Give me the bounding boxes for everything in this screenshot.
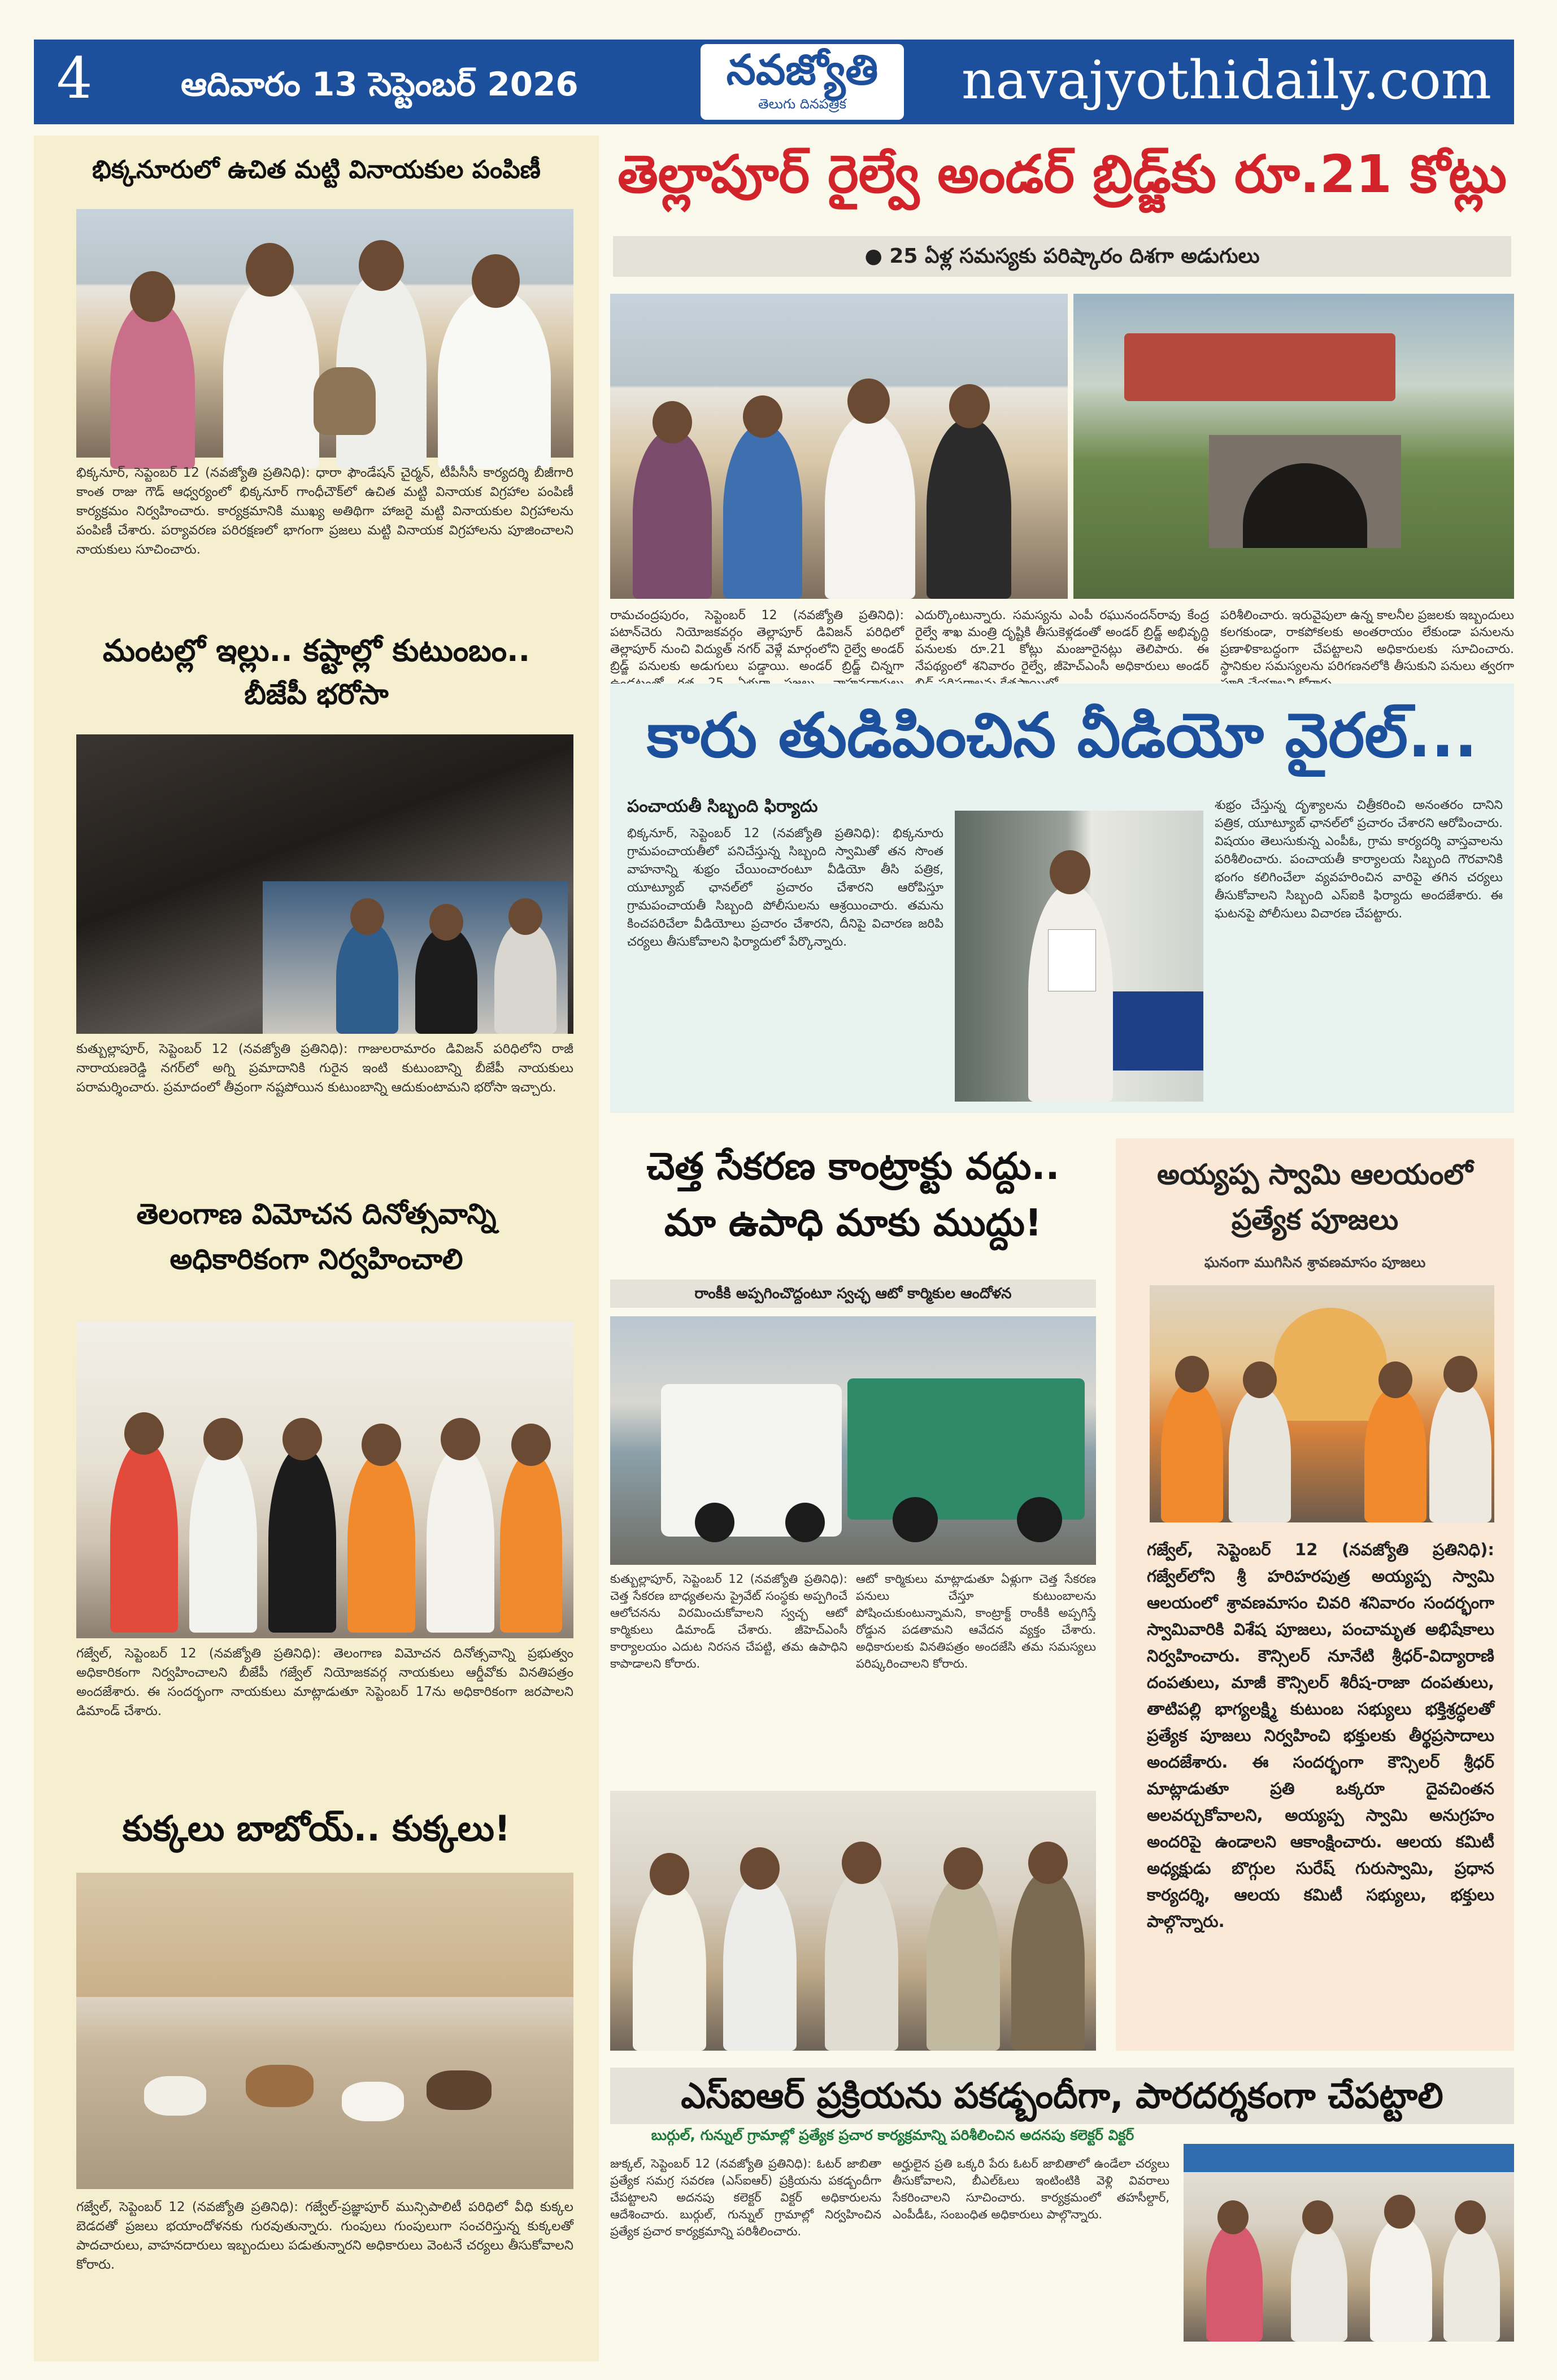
- free-idols-body: భిక్కనూర్, సెప్టెంబర్ 12 (నవజ్యోతి ప్రతినిధి): ధారా ఫౌండేషన్ చైర్మన్, టీపీసీసీ కార్యదర్శి బీజీగారి కాంత రాజు గౌడ్ ఆధ్వర్యంలో భిక్కనూర్ గాంధీచౌక్‌లో ఉచిత మట్టి వినాయక విగ్రహాల పంపిణీ కార్యక్రమం నిర్వహించారు. కార్యక్రమానికి ముఖ్య అతిథిగా హాజరై మట్టి వినాయకుల విగ్రహాలను పంపిణీ చేశారు. పర్యావరణ పరిరక్షణలో భాగంగా ప్రజలు మట్టి వినాయక విగ్రహాలను పూజించాలని నాయకులు సూచించారు.: [76, 465, 573, 557]
- railway-underpass-photo: [1073, 294, 1514, 599]
- liberation-day-body: గజ్వేల్, సెప్టెంబర్ 12 (నవజ్యోతి ప్రతినిధి): తెలంగాణ విమోచన దినోత్సవాన్ని ప్రభుత్వం అధికారికంగా నిర్వహించాలని బీజేపీ గజ్వేల్ నియోజకవర్గ నాయకులు ఆర్డీవోకు వినతిపత్రం అందజేశారు. ఈ సందర్భంగా నాయకులు మాట్లాడుతూ సెప్టెంబర్ 17ను అధికారికంగా జరపాలని డిమాండ్ చేశారు.: [76, 1646, 573, 1718]
- lead-subhead: ● 25 ఏళ్ల సమస్యకు పరిష్కారం దిశగా అడుగులు: [613, 236, 1511, 277]
- masthead: [34, 40, 1514, 124]
- garbage-body-2: ఆటో కార్మికులు మాట్లాడుతూ ఏళ్లుగా చెత్త సేకరణ పనులు చేస్తూ కుటుంబాలను పోషించుకుంటున్నామని, కాంట్రాక్ట్ రాంకీకి అప్పగిస్తే రోడ్డున పడతామని ఆవేదన వ్యక్తం చేశారు. అధికారులకు వినతిపత్రం అందజేసి తమ సమస్యలు పరిష్కరించాలని కోరారు.: [856, 1572, 1096, 1670]
- fire-house-headline-1: మంటల్లో ఇల్లు.. కష్టాల్లో కుటుంబం..: [102, 633, 530, 668]
- ayyappa-headline-1: అయ్యప్ప స్వామి ఆలయంలో: [1157, 1158, 1473, 1191]
- workers-protest-photo: [610, 1791, 1096, 2051]
- memorandum-photo: [76, 1322, 573, 1638]
- lead-body-col-1: రామచంద్రపురం, సెప్టెంబర్ 12 (నవజ్యోతి ప్రతినిధి): పటాన్‌చెరు నియోజకవర్గం తెల్లాపూర్ డివిజన్ పరిధిలో తెల్లాపూర్ నుంచి విద్యుత్ నగర్ వెళ్లే మార్గంలోని రైల్వే అండర్ బ్రిడ్జ్ పనులకు అడుగులు పడ్డాయి. అండర్ బ్రిడ్జ్ చిన్నగా: [610, 608, 904, 673]
- ayyappa-subhead: ఘనంగా ముగిసిన శ్రావణమాసం పూజలు: [1204, 1254, 1426, 1271]
- liberation-day-headline-1: తెలంగాణ విమోచన దినోత్సవాన్ని: [136, 1198, 497, 1230]
- garbage-contract-headline: [610, 1138, 1096, 1251]
- police-station-complaint-photo: [955, 811, 1203, 1102]
- sir-body-2: అర్హులైన ప్రతి ఒక్కరి పేరు ఓటర్ జాబితాలో ఉండేలా చర్యలు తీసుకోవాలని, బీఎల్ఓలు ఇంటింటికి వెళ్లి వివరాలు సేకరించాలని సూచించారు. కార్యక్రమంలో తహసీల్దార్, ఎంపీడీఓ, సంబంధిత అధికారులు పాల్గొన్నారు.: [893, 2157, 1169, 2221]
- stray-dogs-photo: [76, 1873, 573, 2189]
- burnt-house-photo: [76, 734, 573, 1034]
- stray-dogs-body: గజ్వేల్, సెప్టెంబర్ 12 (నవజ్యోతి ప్రతినిధి): గజ్వేల్-ప్రజ్ఞాపూర్ మున్సిపాలిటీ పరిధిలో వీధి కుక్కల బెడదతో ప్రజలు భయాందోళనకు గురవుతున్నారు. గుంపులు గుంపులుగా సంచరిస్తున్న కుక్కలతో పాదచారులు, వాహనదారులు ఇబ్బందులు పడుతున్నారని అధికారులు వెంటనే చర్యలు తీసుకోవాలని కోరారు.: [76, 2200, 573, 2272]
- ayyappa-temple-story: [1116, 1138, 1514, 2051]
- sir-body-1: జుక్కల్, సెప్టెంబర్ 12 (నవజ్యోతి ప్రతినిధి): ఓటర్ జాబితా ప్రత్యేక సమగ్ర సవరణ (ఎస్ఐఆర్) ప్రక్రియను పకడ్బందీగా చేపట్టాలని అదనపు కలెక్టర్ విక్టర్ అధికారులను ఆదేశించారు. బుర్గుల్, గున్నుల్ గ్రామాల్లో నిర్వహించిన ప్రత్యేక ప్రచార కార్యక్రమాన్ని పరిశీలించారు.: [610, 2157, 881, 2238]
- garbage-body-1: కుత్బుల్లాపూర్, సెప్టెంబర్ 12 (నవజ్యోతి ప్రతినిధి): చెత్త సేకరణ బాధ్యతలను ప్రైవేట్ సంస్థకు అప్పగించే ఆలోచనను విరమించుకోవాలని స్వచ్ఛ ఆటో కార్మికులు డిమాండ్ చేశారు. జీహెచ్ఎంసీ కార్యాలయం ఎదుట నిరసన చేపట్టి, తమ ఉపాధిని కాపాడాలని కోరారు.: [610, 1572, 847, 1670]
- rail-bridge-inspection-photo: [610, 294, 1068, 599]
- lead-body-col-3: పరిశీలించారు. ఇరువైపులా ఉన్న కాలనీల ప్రజలకు ఇబ్బందులు కలగకుండా, రాకపోకలకు అంతరాయం లేకుండా పనులను ప్రణాళికాబద్ధంగా చేపట్టాలని అధికారులకు సూచించారు. స్థానికుల సమస్యలను పరిగణనలోకి తీసుకుని పనులు త్వరగా: [1220, 608, 1514, 673]
- viral-body-2: శుభ్రం చేస్తున్న దృశ్యాలను చిత్రీకరించి అనంతరం దానిని పత్రిక, యూట్యూబ్ ఛానల్‌లో ప్రచారం చేశారని ఆరోపించారు. విషయం తెలుసుకున్న ఎంపీఓ, గ్రామ కార్యదర్శి వాస్తవాలను పరిశీలించారు. పంచాయతీ కార్యాలయ సిబ్బంది గౌరవానికి భంగం కలిగించేలా వ్యవహరించిన వారిపై తగిన చర్యలు తీసుకోవాలని సిబ్బంది ఎస్ఐకి ఫిర్యాదు అందజేశారు. ఈ ఘటనపై పోలీసులు విచారణ చేపట్టారు.: [1215, 798, 1503, 921]
- lead-headline: తెల్లాపూర్ రైల్వే అండర్ బ్రిడ్జ్‌కు రూ.21 కోట్లు: [617, 144, 1507, 205]
- logo-text: నవజ్యోతి: [726, 46, 878, 94]
- garbage-subhead: రాంకీకి అప్పగించొద్దంటూ స్వచ్ఛ ఆటో కార్మికుల ఆందోళన: [610, 1280, 1096, 1308]
- free-idols-headline: భిక్కనూరులో ఉచిత మట్టి వినాయకుల పంపిణీ: [92, 155, 541, 184]
- idol-distribution-photo: [76, 209, 573, 458]
- ayyappa-headline-2: ప్రత్యేక పూజలు: [1231, 1203, 1399, 1236]
- viral-kicker: పంచాయతీ సిబ్బంది ఫిర్యాదు: [627, 797, 818, 816]
- fire-house-body: కుత్బుల్లాపూర్, సెప్టెంబర్ 12 (నవజ్యోతి ప్రతినిధి): గాజులరామారం డివిజన్ పరిధిలోని రాజీ నారాయణరెడ్డి నగర్‌లో అగ్ని ప్రమాదానికి గురైన ఇంటి కుటుంబాన్ని బీజేపీ నాయకులు పరామర్శించారు. ప్రమాదంలో తీవ్రంగా నష్టపోయిన కుటుంబాన్ని ఆదుకుంటామని భరోసా ఇచ్చారు.: [76, 1042, 573, 1095]
- lead-body-col-2: ఎదుర్కొంటున్నారు. సమస్యను ఎంపీ రఘునందన్‌రావు కేంద్ర రైల్వే శాఖ మంత్రి దృష్టికి తీసుకెళ్లడంతో అండర్ బ్రిడ్జ్ అభివృద్ధి పనులకు రూ.21 కోట్లు మంజూరైనట్లు తెలిపారు. ఈ నేపథ్యంలో శనివారం రైల్వే, జీహెచ్ఎంసీ అధికారులు అండర్: [915, 608, 1209, 673]
- garbage-headline-line-1: చెత్త సేకరణ కాంట్రాక్టు వద్దు..: [646, 1145, 1060, 1188]
- sir-subhead: బుర్గుల్, గున్నుల్ గ్రామాల్లో ప్రత్యేక ప్రచార కార్యక్రమాన్ని పరిశీలించిన అదనపు కలెక్టర్ విక్టర్: [651, 2127, 1134, 2143]
- sir-process-headline: ఎస్ఐఆర్ ప్రక్రియను పకడ్బందీగా, పారదర్శకంగా చేపట్టాలి: [610, 2068, 1514, 2124]
- collector-inspection-photo: [1184, 2144, 1514, 2342]
- stray-dogs-headline: కుక్కలు బాబోయ్.. కుక్కలు!: [122, 1808, 511, 1849]
- fire-house-headline-2: బీజేపీ భరోసా: [244, 678, 389, 711]
- viral-video-story: [610, 684, 1514, 1113]
- issue-date: ఆదివారం 13 సెప్టెంబర్ 2026: [181, 65, 579, 103]
- left-column: [34, 136, 599, 2361]
- garbage-autos-photo: [610, 1316, 1096, 1565]
- viral-body-1: భిక్కనూర్, సెప్టెంబర్ 12 (నవజ్యోతి ప్రతినిధి): భిక్కనూరు గ్రామపంచాయతీలో పనిచేస్తున్న సిబ్బంది స్వామితో తన సొంత వాహనాన్ని శుభ్రం చేయించారంటూ వీడియో తీసి పత్రిక, యూట్యూబ్ ఛానల్‌లో ప్రచారం చేశారని ఆరోపిస్తూ గ్రామపంచాయతీ సిబ్బంది పోలీసులను ఆశ్రయించారు. తమను కించపరిచేలా వీడియోలు ప్రచారం చేశారని, దీనిపై విచారణ జరిపి చర్యలు తీసుకోవాలని ఫిర్యాదులో పేర్కొన్నారు.: [627, 826, 943, 949]
- liberation-day-headline-2: అధికారికంగా నిర్వహించాలి: [169, 1243, 463, 1276]
- garbage-headline-line-2: మా ఉపాధి మాకు ముద్దు!: [664, 1201, 1042, 1245]
- logo-tagline: తెలుగు దినపత్రిక: [758, 96, 847, 112]
- newspaper-logo: [701, 44, 904, 120]
- website-link[interactable]: navajyothidaily.com: [961, 50, 1491, 111]
- viral-headline: కారు తుడిపించిన వీడియో వైరల్...: [647, 700, 1477, 771]
- ayyappa-body: గజ్వేల్, సెప్టెంబర్ 12 (నవజ్యోతి ప్రతినిధి): గజ్వేల్‌లోని శ్రీ హరిహరపుత్ర అయ్యప్ప స్వామి ఆలయంలో శ్రావణమాసం చివరి శనివారం సందర్భంగా స్వామివారికి విశేష పూజలు, పంచామృత అభిషేకాలు నిర్వహించారు. కౌన్సిలర్ నూనేటి శ్రీధర్-విద్యారాణి దంపతులు, మాజీ కౌన్సిలర్ శిరీష-రాజా దంపతులు, తాటిపల్లి భాగ్యలక్ష్మి కుటుంబ సభ్యులు భక్తిశ్రద్ధలతో ప్రత్యేక పూజలు నిర్వహించి భక్తులకు తీర్థప్రసాదాలు అందజేశారు. ఈ సందర్భంగా కౌన్సిలర్ శ్రీధర్ మాట్లాడుతూ ప్రతి ఒక్కరూ దైవచింతన అలవర్చుకోవాలని, అయ్యప్ప స్వామి అనుగ్రహం అందరిపై ఉండాలని ఆకాంక్షించారు. ఆలయ కమిటీ అధ్యక్షుడు బొగ్గుల సురేష్ గురుస్వామి, ప్రధాన కార్యదర్శి, ఆలయ కమిటీ సభ్యులు, భక్తులు పాల్గొన్నారు.: [1147, 1540, 1494, 1931]
- page-number: 4: [56, 45, 93, 111]
- temple-puja-photo: [1150, 1285, 1494, 1522]
